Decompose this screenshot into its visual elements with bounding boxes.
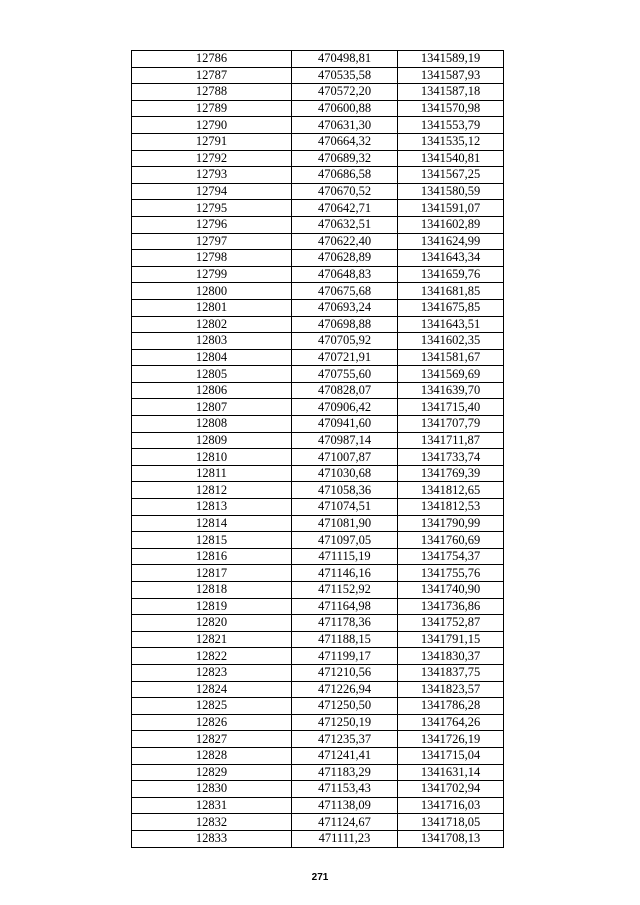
x-coordinate-cell: 470572,20 [292,84,398,101]
y-coordinate-cell: 1341602,89 [398,216,504,233]
y-coordinate-cell: 1341716,03 [398,797,504,814]
y-coordinate-cell: 1341760,69 [398,532,504,549]
table-row [132,797,504,814]
table-row [132,266,504,283]
table-row [132,233,504,250]
point-number-cell: 12791 [132,133,292,150]
y-coordinate-cell: 1341718,05 [398,814,504,831]
table-row [132,382,504,399]
point-number-cell: 12832 [132,814,292,831]
y-coordinate-cell: 1341581,67 [398,349,504,366]
y-coordinate-cell: 1341812,65 [398,482,504,499]
y-coordinate-cell: 1341752,87 [398,615,504,632]
point-number-cell: 12805 [132,366,292,383]
point-number-cell: 12799 [132,266,292,283]
y-coordinate-cell: 1341740,90 [398,582,504,599]
table-row [132,216,504,233]
x-coordinate-cell: 470642,71 [292,200,398,217]
point-number-cell: 12786 [132,51,292,68]
point-number-cell: 12817 [132,565,292,582]
table-row [132,366,504,383]
y-coordinate-cell: 1341707,79 [398,416,504,433]
x-coordinate-cell: 471188,15 [292,631,398,648]
table-row [132,167,504,184]
y-coordinate-cell: 1341643,51 [398,316,504,333]
x-coordinate-cell: 471241,41 [292,747,398,764]
point-number-cell: 12806 [132,382,292,399]
y-coordinate-cell: 1341791,15 [398,631,504,648]
x-coordinate-cell: 471152,92 [292,582,398,599]
x-coordinate-cell: 471164,98 [292,598,398,615]
x-coordinate-cell: 471074,51 [292,499,398,516]
x-coordinate-cell: 470941,60 [292,416,398,433]
point-number-cell: 12816 [132,548,292,565]
y-coordinate-cell: 1341715,40 [398,399,504,416]
x-coordinate-cell: 470632,51 [292,216,398,233]
x-coordinate-cell: 471111,23 [292,830,398,847]
point-number-cell: 12794 [132,183,292,200]
point-number-cell: 12815 [132,532,292,549]
point-number-cell: 12819 [132,598,292,615]
coordinates-table-body [132,51,504,848]
table-row [132,598,504,615]
table-row [132,333,504,350]
y-coordinate-cell: 1341681,85 [398,283,504,300]
y-coordinate-cell: 1341769,39 [398,465,504,482]
point-number-cell: 12792 [132,150,292,167]
x-coordinate-cell: 471235,37 [292,731,398,748]
x-coordinate-cell: 471030,68 [292,465,398,482]
point-number-cell: 12820 [132,615,292,632]
table-row [132,714,504,731]
table-row [132,84,504,101]
point-number-cell: 12833 [132,830,292,847]
x-coordinate-cell: 470705,92 [292,333,398,350]
table-row [132,133,504,150]
point-number-cell: 12804 [132,349,292,366]
x-coordinate-cell: 471250,50 [292,698,398,715]
x-coordinate-cell: 470828,07 [292,382,398,399]
table-row [132,399,504,416]
point-number-cell: 12830 [132,781,292,798]
x-coordinate-cell: 470535,58 [292,67,398,84]
x-coordinate-cell: 470648,83 [292,266,398,283]
coordinates-table [131,50,504,848]
table-row [132,51,504,68]
point-number-cell: 12788 [132,84,292,101]
x-coordinate-cell: 470622,40 [292,233,398,250]
point-number-cell: 12789 [132,100,292,117]
x-coordinate-cell: 471146,16 [292,565,398,582]
point-number-cell: 12810 [132,449,292,466]
table-row [132,781,504,798]
point-number-cell: 12790 [132,117,292,134]
point-number-cell: 12813 [132,499,292,516]
table-row [132,100,504,117]
x-coordinate-cell: 471081,90 [292,515,398,532]
y-coordinate-cell: 1341764,26 [398,714,504,731]
point-number-cell: 12796 [132,216,292,233]
y-coordinate-cell: 1341708,13 [398,830,504,847]
x-coordinate-cell: 470693,24 [292,299,398,316]
point-number-cell: 12793 [132,167,292,184]
y-coordinate-cell: 1341639,70 [398,382,504,399]
y-coordinate-cell: 1341830,37 [398,648,504,665]
y-coordinate-cell: 1341702,94 [398,781,504,798]
point-number-cell: 12824 [132,681,292,698]
table-row [132,582,504,599]
table-row [132,416,504,433]
x-coordinate-cell: 470600,88 [292,100,398,117]
point-number-cell: 12823 [132,664,292,681]
y-coordinate-cell: 1341812,53 [398,499,504,516]
point-number-cell: 12800 [132,283,292,300]
table-row [132,764,504,781]
table-row [132,747,504,764]
y-coordinate-cell: 1341567,25 [398,167,504,184]
point-number-cell: 12825 [132,698,292,715]
x-coordinate-cell: 471007,87 [292,449,398,466]
y-coordinate-cell: 1341823,57 [398,681,504,698]
table-row [132,565,504,582]
table-row [132,465,504,482]
table-row [132,432,504,449]
y-coordinate-cell: 1341715,04 [398,747,504,764]
y-coordinate-cell: 1341659,76 [398,266,504,283]
page-number: 271 [311,872,329,883]
table-row [132,150,504,167]
table-row [132,830,504,847]
x-coordinate-cell: 470721,91 [292,349,398,366]
table-row [132,681,504,698]
point-number-cell: 12802 [132,316,292,333]
point-number-cell: 12795 [132,200,292,217]
table-row [132,183,504,200]
y-coordinate-cell: 1341790,99 [398,515,504,532]
x-coordinate-cell: 470675,68 [292,283,398,300]
y-coordinate-cell: 1341631,14 [398,764,504,781]
x-coordinate-cell: 471115,19 [292,548,398,565]
y-coordinate-cell: 1341587,18 [398,84,504,101]
x-coordinate-cell: 470906,42 [292,399,398,416]
x-coordinate-cell: 470498,81 [292,51,398,68]
x-coordinate-cell: 471210,56 [292,664,398,681]
point-number-cell: 12828 [132,747,292,764]
x-coordinate-cell: 471124,67 [292,814,398,831]
point-number-cell: 12809 [132,432,292,449]
point-number-cell: 12814 [132,515,292,532]
point-number-cell: 12807 [132,399,292,416]
point-number-cell: 12831 [132,797,292,814]
y-coordinate-cell: 1341602,35 [398,333,504,350]
x-coordinate-cell: 470755,60 [292,366,398,383]
y-coordinate-cell: 1341535,12 [398,133,504,150]
y-coordinate-cell: 1341736,86 [398,598,504,615]
point-number-cell: 12822 [132,648,292,665]
table-row [132,67,504,84]
table-row [132,299,504,316]
point-number-cell: 12818 [132,582,292,599]
y-coordinate-cell: 1341570,98 [398,100,504,117]
x-coordinate-cell: 471153,43 [292,781,398,798]
y-coordinate-cell: 1341711,87 [398,432,504,449]
x-coordinate-cell: 470686,58 [292,167,398,184]
table-row [132,482,504,499]
point-number-cell: 12797 [132,233,292,250]
x-coordinate-cell: 471097,05 [292,532,398,549]
point-number-cell: 12798 [132,250,292,267]
y-coordinate-cell: 1341553,79 [398,117,504,134]
point-number-cell: 12821 [132,631,292,648]
y-coordinate-cell: 1341786,28 [398,698,504,715]
y-coordinate-cell: 1341624,99 [398,233,504,250]
x-coordinate-cell: 470987,14 [292,432,398,449]
x-coordinate-cell: 470664,32 [292,133,398,150]
table-row [132,200,504,217]
table-row [132,532,504,549]
x-coordinate-cell: 470689,32 [292,150,398,167]
point-number-cell: 12811 [132,465,292,482]
point-number-cell: 12827 [132,731,292,748]
table-row [132,615,504,632]
table-row [132,548,504,565]
table-row [132,515,504,532]
y-coordinate-cell: 1341591,07 [398,200,504,217]
y-coordinate-cell: 1341726,19 [398,731,504,748]
x-coordinate-cell: 470628,89 [292,250,398,267]
x-coordinate-cell: 471138,09 [292,797,398,814]
point-number-cell: 12803 [132,333,292,350]
x-coordinate-cell: 471226,94 [292,681,398,698]
y-coordinate-cell: 1341589,19 [398,51,504,68]
table-row [132,698,504,715]
x-coordinate-cell: 471058,36 [292,482,398,499]
y-coordinate-cell: 1341675,85 [398,299,504,316]
y-coordinate-cell: 1341643,34 [398,250,504,267]
table-row [132,648,504,665]
point-number-cell: 12787 [132,67,292,84]
table-row [132,117,504,134]
x-coordinate-cell: 471250,19 [292,714,398,731]
x-coordinate-cell: 470670,52 [292,183,398,200]
point-number-cell: 12812 [132,482,292,499]
x-coordinate-cell: 470631,30 [292,117,398,134]
y-coordinate-cell: 1341580,59 [398,183,504,200]
y-coordinate-cell: 1341540,81 [398,150,504,167]
y-coordinate-cell: 1341755,76 [398,565,504,582]
x-coordinate-cell: 471183,29 [292,764,398,781]
table-row [132,499,504,516]
y-coordinate-cell: 1341587,93 [398,67,504,84]
y-coordinate-cell: 1341733,74 [398,449,504,466]
table-row [132,250,504,267]
point-number-cell: 12808 [132,416,292,433]
table-row [132,631,504,648]
point-number-cell: 12829 [132,764,292,781]
x-coordinate-cell: 470698,88 [292,316,398,333]
table-row [132,283,504,300]
x-coordinate-cell: 471199,17 [292,648,398,665]
x-coordinate-cell: 471178,36 [292,615,398,632]
table-row [132,449,504,466]
y-coordinate-cell: 1341569,69 [398,366,504,383]
point-number-cell: 12826 [132,714,292,731]
table-row [132,349,504,366]
table-row [132,316,504,333]
table-row [132,664,504,681]
y-coordinate-cell: 1341754,37 [398,548,504,565]
y-coordinate-cell: 1341837,75 [398,664,504,681]
table-row [132,814,504,831]
point-number-cell: 12801 [132,299,292,316]
table-row [132,731,504,748]
